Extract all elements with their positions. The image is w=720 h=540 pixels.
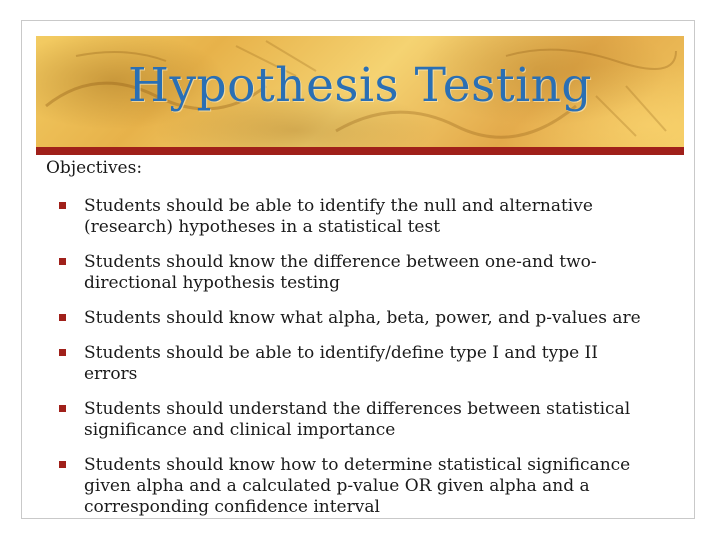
list-item (46, 343, 686, 385)
objectives-heading: Objectives: (46, 158, 143, 178)
objectives-list (46, 196, 686, 532)
square-bullet-icon (59, 258, 66, 265)
square-bullet-icon (59, 202, 66, 209)
title-banner (36, 36, 684, 147)
square-bullet-icon (59, 461, 66, 468)
square-bullet-icon (59, 314, 66, 321)
slide-title: Hypothesis Testing (127, 58, 592, 113)
list-item-text: Students should be able to identify the null and alternative (research) hypotheses in a statistical test (84, 196, 593, 237)
list-item-text: Students should be able to identify/define type I and type II errors (84, 343, 598, 384)
list-item (46, 252, 686, 294)
square-bullet-icon (59, 349, 66, 356)
square-bullet-icon (59, 405, 66, 412)
list-item-text: Students should know how to determine statistical significance given alpha and a calculated p-value OR given alpha and a corresponding confidence interval (84, 455, 631, 517)
title-underline (36, 147, 684, 155)
list-item (46, 399, 686, 441)
list-item (46, 455, 686, 518)
list-item (46, 308, 686, 329)
list-item (46, 196, 686, 238)
list-item-text: Students should know the difference between one-and two-directional hypothesis testing (84, 252, 597, 293)
list-item-text: Students should know what alpha, beta, power, and p-values are (84, 308, 641, 328)
list-item-text: Students should understand the differences between statistical significance and clinical importance (84, 399, 631, 440)
